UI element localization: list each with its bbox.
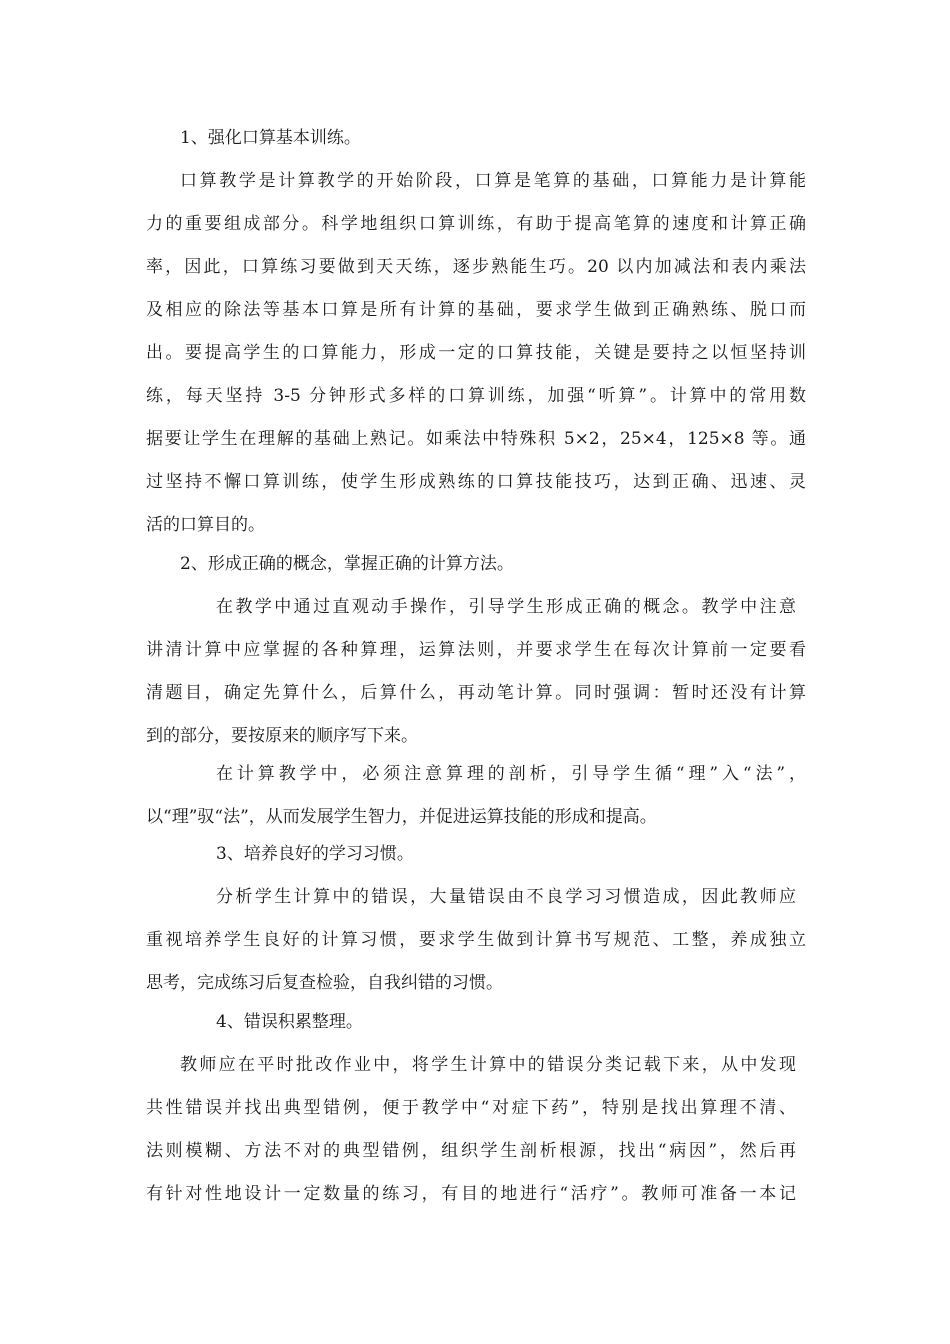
heading-4: 4、错误积累整理。 (216, 1012, 363, 1032)
paragraph-line: 出。要提高学生的口算能力，形成一定的口算技能，关键是要持之以恒坚持训 (146, 343, 806, 363)
paragraph-line: 在教学中通过直观动手操作，引导学生形成正确的概念。教学中注意 (216, 597, 796, 617)
paragraph-line: 重视培养学生良好的计算习惯，要求学生做到计算书写规范、工整，养成独立 (146, 930, 806, 950)
paragraph-line: 力的重要组成部分。科学地组织口算训练，有助于提高笔算的速度和计算正确 (146, 214, 806, 234)
paragraph-line: 清题目，确定先算什么，后算什么，再动笔计算。同时强调：暂时还没有计算 (146, 683, 806, 703)
paragraph-line: 法则模糊、方法不对的典型错例，组织学生剖析根源，找出“病因”，然后再 (146, 1141, 796, 1161)
paragraph-line: 活的口算目的。 (146, 515, 265, 535)
paragraph-line: 共性错误并找出典型错例，便于教学中“对症下药”，特别是找出算理不清、 (146, 1098, 796, 1118)
heading-1: 1、强化口算基本训练。 (180, 128, 361, 148)
paragraph-line: 率，因此，口算练习要做到天天练，逐步熟能生巧。20 以内加减法和表内乘法 (146, 257, 806, 277)
paragraph-line: 练，每天坚持 3-5 分钟形式多样的口算训练，加强“听算”。计算中的常用数 (146, 386, 806, 406)
heading-2: 2、形成正确的概念，掌握正确的计算方法。 (180, 554, 514, 574)
paragraph-line: 口算教学是计算教学的开始阶段，口算是笔算的基础，口算能力是计算能 (180, 171, 806, 191)
paragraph-line: 讲清计算中应掌握的各种算理，运算法则，并要求学生在每次计算前一定要看 (146, 640, 806, 660)
heading-3: 3、培养良好的学习习惯。 (216, 844, 414, 864)
paragraph-line: 分析学生计算中的错误，大量错误由不良学习习惯造成，因此教师应 (216, 887, 796, 907)
paragraph-line: 及相应的除法等基本口算是所有计算的基础，要求学生做到正确熟练、脱口而 (146, 300, 806, 320)
paragraph-line: 到的部分，要按原来的顺序写下来。 (146, 726, 418, 746)
paragraph-line: 过坚持不懈口算训练，使学生形成熟练的口算技能技巧，达到正确、迅速、灵 (146, 472, 806, 492)
paragraph-line: 据要让学生在理解的基础上熟记。如乘法中特殊积 5×2，25×4，125×8 等。通 (146, 429, 806, 449)
paragraph-line: 教师应在平时批改作业中，将学生计算中的错误分类记载下来，从中发现 (180, 1055, 796, 1075)
paragraph-line: 在计算教学中，必须注意算理的剖析，引导学生循“理”入“法”， (216, 764, 806, 784)
paragraph-line: 以“理”驭“法”，从而发展学生智力，并促进运算技能的形成和提高。 (146, 807, 657, 827)
paragraph-line: 思考，完成练习后复查检验，自我纠错的习惯。 (146, 973, 503, 993)
paragraph-line: 有针对性地设计一定数量的练习，有目的地进行“活疗”。教师可准备一本记 (146, 1184, 796, 1204)
